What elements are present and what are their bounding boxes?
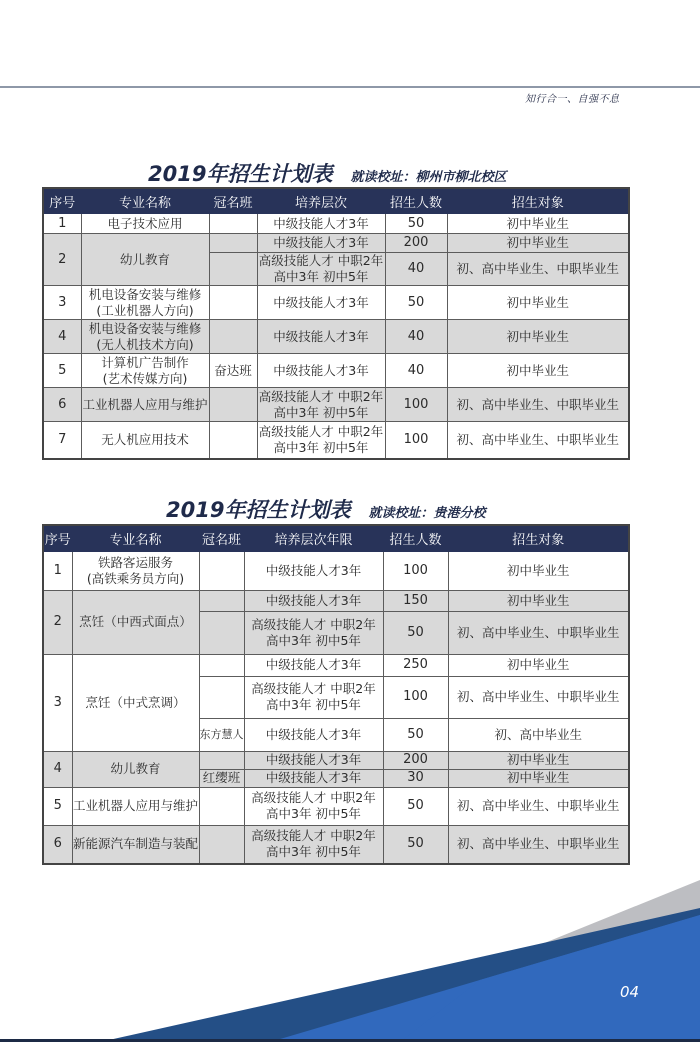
level-line1: 高级技能人才 中职2年 bbox=[258, 388, 384, 404]
cell-target: 初中毕业生 bbox=[448, 751, 629, 769]
cell-class bbox=[199, 551, 244, 590]
cell-count: 200 bbox=[383, 751, 448, 769]
cell-target: 初中毕业生 bbox=[448, 590, 629, 611]
table-row bbox=[43, 388, 629, 422]
col-header-level: 培养层次年限 bbox=[244, 525, 383, 551]
col-header-target: 招生对象 bbox=[447, 188, 629, 214]
major-line2: (无人机技术方向) bbox=[96, 336, 194, 352]
cell-class bbox=[199, 611, 244, 654]
cell-level bbox=[244, 787, 383, 825]
major-line2: (工业机器人方向) bbox=[96, 302, 194, 318]
col-header-target: 招生对象 bbox=[448, 525, 629, 551]
cell-target: 初、高中毕业生、中职毕业生 bbox=[448, 787, 629, 825]
major-line2: (高铁乘务员方向) bbox=[86, 570, 185, 586]
cell-major: 烹饪（中西式面点） bbox=[72, 590, 199, 654]
major-line1: 铁路客运服务 bbox=[97, 554, 173, 570]
cell-level: 中级技能人才3年 bbox=[257, 320, 385, 354]
cell-no: 1 bbox=[43, 551, 72, 590]
table-row bbox=[43, 654, 629, 676]
cell-level bbox=[257, 422, 385, 459]
cell-class: 奋达班 bbox=[209, 354, 257, 388]
cell-no: 1 bbox=[43, 214, 81, 234]
cell-count: 100 bbox=[383, 676, 448, 718]
col-header-class: 冠名班 bbox=[209, 188, 257, 214]
cell-no: 2 bbox=[43, 590, 72, 654]
cell-major: 幼儿教育 bbox=[81, 234, 209, 286]
table-row bbox=[43, 234, 629, 253]
cell-no: 6 bbox=[43, 825, 72, 864]
cell-level: 中级技能人才3年 bbox=[244, 551, 383, 590]
cell-count: 40 bbox=[385, 320, 447, 354]
cell-target: 初、高中毕业生 bbox=[448, 718, 629, 751]
cell-level bbox=[244, 825, 383, 864]
level-line1: 高级技能人才 中职2年 bbox=[251, 681, 376, 696]
cell-target: 初中毕业生 bbox=[447, 354, 629, 388]
table-row bbox=[43, 590, 629, 611]
level-line2: 高中3年 初中5年 bbox=[273, 439, 369, 455]
cell-level: 中级技能人才3年 bbox=[257, 214, 385, 234]
cell-target: 初、高中毕业生、中职毕业生 bbox=[447, 422, 629, 459]
table2-title-block bbox=[166, 494, 485, 524]
cell-class bbox=[209, 422, 257, 459]
cell-no: 4 bbox=[43, 320, 81, 354]
cell-class: 东方慧人 bbox=[199, 718, 244, 751]
cell-class bbox=[209, 253, 257, 286]
table2-title: 2019年招生计划表 bbox=[166, 498, 351, 522]
col-header-count: 招生人数 bbox=[385, 188, 447, 214]
table-row bbox=[43, 286, 629, 320]
col-header-no: 序号 bbox=[43, 525, 72, 551]
cell-level: 中级技能人才3年 bbox=[244, 751, 383, 769]
cell-no: 7 bbox=[43, 422, 81, 459]
cell-major: 烹饪（中式烹调） bbox=[72, 654, 199, 751]
cell-level bbox=[257, 253, 385, 286]
cell-major: 新能源汽车制造与装配 bbox=[72, 825, 199, 864]
cell-level: 中级技能人才3年 bbox=[244, 590, 383, 611]
level-line2: 高中3年 初中5年 bbox=[266, 697, 361, 712]
cell-level bbox=[257, 388, 385, 422]
table-row bbox=[43, 751, 629, 769]
cell-no: 5 bbox=[43, 787, 72, 825]
major-line1: 计算机广告制作 bbox=[101, 354, 189, 370]
cell-class bbox=[209, 388, 257, 422]
table-row bbox=[43, 354, 629, 388]
level-line1: 高级技能人才 中职2年 bbox=[251, 828, 376, 844]
cell-no: 5 bbox=[43, 354, 81, 388]
level-line2: 高中3年 初中5年 bbox=[266, 806, 361, 821]
table-row bbox=[43, 320, 629, 354]
cell-level: 中级技能人才3年 bbox=[244, 654, 383, 676]
level-line2: 高中3年 初中5年 bbox=[273, 269, 369, 284]
level-line1: 高级技能人才 中职2年 bbox=[251, 616, 376, 632]
cell-target: 初中毕业生 bbox=[447, 286, 629, 320]
level-line1: 高级技能人才 中职2年 bbox=[258, 423, 384, 439]
cell-class bbox=[199, 590, 244, 611]
cell-target: 初中毕业生 bbox=[448, 551, 629, 590]
cell-target: 初中毕业生 bbox=[447, 234, 629, 253]
cell-class bbox=[199, 676, 244, 718]
cell-target: 初中毕业生 bbox=[447, 214, 629, 234]
cell-count: 100 bbox=[385, 388, 447, 422]
col-header-major: 专业名称 bbox=[81, 188, 209, 214]
col-header-class: 冠名班 bbox=[199, 525, 244, 551]
cell-count: 50 bbox=[383, 825, 448, 864]
cell-major bbox=[81, 286, 209, 320]
cell-count: 50 bbox=[385, 214, 447, 234]
level-line1: 高级技能人才 中职2年 bbox=[258, 253, 384, 268]
cell-level: 中级技能人才3年 bbox=[257, 234, 385, 253]
page-number: 04 bbox=[620, 983, 640, 1001]
cell-no: 2 bbox=[43, 234, 81, 286]
table-header-row bbox=[43, 188, 629, 214]
cell-count: 150 bbox=[383, 590, 448, 611]
cell-count: 100 bbox=[383, 551, 448, 590]
level-line2: 高中3年 初中5年 bbox=[266, 844, 361, 860]
cell-count: 40 bbox=[385, 354, 447, 388]
cell-major: 幼儿教育 bbox=[72, 751, 199, 787]
cell-target: 初、高中毕业生、中职毕业生 bbox=[447, 253, 629, 286]
cell-level bbox=[244, 676, 383, 718]
cell-major: 电子技术应用 bbox=[81, 214, 209, 234]
cell-target: 初、高中毕业生、中职毕业生 bbox=[448, 825, 629, 864]
table1-title-block bbox=[148, 158, 506, 188]
cell-count: 200 bbox=[385, 234, 447, 253]
cell-class bbox=[199, 825, 244, 864]
cell-no: 3 bbox=[43, 286, 81, 320]
col-header-major: 专业名称 bbox=[72, 525, 199, 551]
footer-decoration bbox=[0, 860, 700, 1042]
cell-class bbox=[199, 654, 244, 676]
cell-major bbox=[81, 320, 209, 354]
major-line2: (艺术传媒方向) bbox=[102, 370, 188, 386]
cell-count: 100 bbox=[385, 422, 447, 459]
cell-major bbox=[81, 354, 209, 388]
cell-count: 50 bbox=[383, 787, 448, 825]
cell-major: 工业机器人应用与维护 bbox=[81, 388, 209, 422]
cell-target: 初、高中毕业生、中职毕业生 bbox=[448, 611, 629, 654]
cell-no: 3 bbox=[43, 654, 72, 751]
cell-class bbox=[209, 234, 257, 253]
cell-count: 250 bbox=[383, 654, 448, 676]
school-motto: 知行合一、自强不息 bbox=[525, 94, 620, 105]
cell-level: 中级技能人才3年 bbox=[244, 718, 383, 751]
cell-target: 初中毕业生 bbox=[448, 769, 629, 787]
cell-count: 50 bbox=[383, 718, 448, 751]
cell-class bbox=[209, 320, 257, 354]
col-header-no: 序号 bbox=[43, 188, 81, 214]
level-line2: 高中3年 初中5年 bbox=[266, 632, 361, 648]
cell-class bbox=[209, 214, 257, 234]
table1-title: 2019年招生计划表 bbox=[148, 162, 333, 186]
cell-level bbox=[244, 611, 383, 654]
cell-level: 中级技能人才3年 bbox=[257, 286, 385, 320]
cell-major: 无人机应用技术 bbox=[81, 422, 209, 459]
level-line2: 高中3年 初中5年 bbox=[273, 404, 369, 420]
cell-class bbox=[199, 787, 244, 825]
table-row bbox=[43, 214, 629, 234]
cell-class bbox=[209, 286, 257, 320]
cell-major bbox=[72, 551, 199, 590]
table-header-row bbox=[43, 525, 629, 551]
cell-target: 初中毕业生 bbox=[447, 320, 629, 354]
cell-count: 50 bbox=[385, 286, 447, 320]
level-line1: 高级技能人才 中职2年 bbox=[251, 790, 376, 805]
cell-level: 中级技能人才3年 bbox=[257, 354, 385, 388]
col-header-level: 培养层次 bbox=[257, 188, 385, 214]
header-rule bbox=[0, 86, 700, 88]
cell-count: 50 bbox=[383, 611, 448, 654]
major-line1: 机电设备安装与维修 bbox=[88, 286, 202, 302]
cell-level: 中级技能人才3年 bbox=[244, 769, 383, 787]
cell-target: 初、高中毕业生、中职毕业生 bbox=[448, 676, 629, 718]
cell-count: 30 bbox=[383, 769, 448, 787]
cell-target: 初中毕业生 bbox=[448, 654, 629, 676]
cell-count: 40 bbox=[385, 253, 447, 286]
table1-campus: 就读校址：柳州市柳北校区 bbox=[350, 170, 507, 185]
table2-campus: 就读校址：贵港分校 bbox=[368, 506, 486, 521]
table-row bbox=[43, 825, 629, 864]
cell-no: 4 bbox=[43, 751, 72, 787]
enrollment-table-liubei bbox=[42, 187, 630, 460]
cell-class: 红缨班 bbox=[199, 769, 244, 787]
cell-target: 初、高中毕业生、中职毕业生 bbox=[447, 388, 629, 422]
cell-class bbox=[199, 751, 244, 769]
enrollment-table-guigang bbox=[42, 524, 630, 865]
major-line1: 机电设备安装与维修 bbox=[88, 320, 202, 336]
table-row bbox=[43, 787, 629, 825]
cell-no: 6 bbox=[43, 388, 81, 422]
col-header-count: 招生人数 bbox=[383, 525, 448, 551]
table-row bbox=[43, 422, 629, 459]
table-row bbox=[43, 551, 629, 590]
cell-major: 工业机器人应用与维护 bbox=[72, 787, 199, 825]
